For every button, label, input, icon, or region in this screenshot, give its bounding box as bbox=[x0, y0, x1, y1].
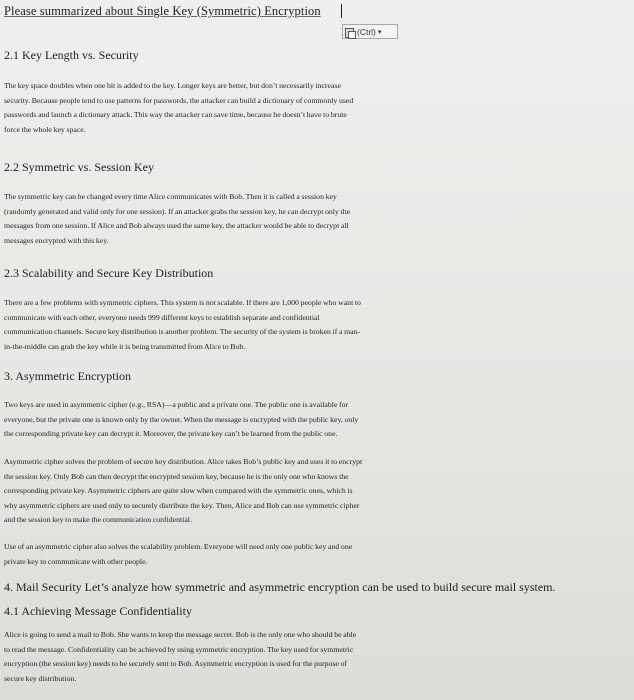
text-line: Asymmetric cipher solves the problem of secure key distribution. Alice takes Bob’s public key and uses it to encrypt bbox=[4, 457, 363, 466]
text-line: secure key distribution. bbox=[4, 673, 77, 683]
document-title[interactable]: Please summarized about Single Key (Symmetric) Encryption bbox=[4, 4, 321, 18]
text-line: encryption (the session key) needs to be securely sent to Bob. Asymmetric encryption is used for the purpose of bbox=[4, 659, 347, 669]
section-heading: 4. Mail Security Let’s analyze how symmetric and asymmetric encryption can be used to build secure mail system. bbox=[4, 580, 556, 594]
text-cursor bbox=[341, 4, 342, 18]
text-line: The symmetric key can be changed every time Alice communicates with Bob. Then it is called a session key bbox=[4, 192, 337, 201]
text-line: messages from one session. If Alice and Bob always used the same key, the attacker would be able to decrypt all bbox=[4, 221, 349, 231]
paragraph bbox=[4, 79, 632, 137]
text-line: communicate with each other, everyone needs 999 different keys to establish separate and confidential bbox=[4, 312, 320, 322]
text-line: The key space doubles when one bit is added to the key. Longer keys are better, but don’t necessarily increase bbox=[4, 81, 341, 90]
text-line: in-the-middle can grab the key while it is being transmitted from Alice to Bob. bbox=[4, 341, 246, 351]
text-line: communication channels. Secure key distribution is another problem. The security of the system is broken if a man- bbox=[4, 327, 361, 337]
text-line: (randomly generated and valid only for one session). If an attacker grabs the session key, he can decrypt only the bbox=[4, 206, 351, 216]
section-heading: 3. Asymmetric Encryption bbox=[4, 369, 131, 383]
paragraph bbox=[4, 398, 632, 442]
chevron-down-icon: ▾ bbox=[377, 28, 382, 36]
section-heading: 2.2 Symmetric vs. Session Key bbox=[4, 160, 154, 174]
paste-options-label: (Ctrl) bbox=[357, 26, 376, 37]
text-line: Alice is going to send a mail to Bob. She wants to keep the message secret. Bob is the only one who should be able bbox=[4, 630, 357, 639]
text-line: the session key. Only Bob can then decrypt the encrypted session key, because he is the only one who knows the bbox=[4, 471, 349, 481]
paragraph bbox=[4, 628, 632, 686]
text-line: and the session key to make the communication confidential. bbox=[4, 515, 192, 525]
text-line: Two keys are used in asymmetric cipher (e.g., RSA)—a public and a private one. The public one is available for bbox=[4, 400, 349, 409]
paragraph bbox=[4, 455, 632, 528]
paragraph bbox=[4, 190, 632, 248]
section-heading: 2.1 Key Length vs. Security bbox=[4, 48, 139, 62]
text-line: messages encrypted with this key. bbox=[4, 235, 109, 245]
text-line: Use of an asymmetric cipher also solves the scalability problem. Everyone will need only one public key and one bbox=[4, 542, 353, 551]
text-line: to read the message. Confidentiality can be achieved by using symmetric encryption. The key used for symmetric bbox=[4, 644, 354, 654]
text-line: There are a few problems with symmetric ciphers. This system is not scalable. If there are 1,000 people who want to bbox=[4, 298, 361, 307]
text-line: the corresponding private key can decrypt it. Moreover, the private key can’t be learned from the public one. bbox=[4, 429, 338, 439]
paragraph bbox=[4, 540, 632, 569]
text-line: everyone, but the private one is known only by the owner. When the message is encrypted with the public key, only bbox=[4, 414, 359, 424]
section-heading: 2.3 Scalability and Secure Key Distribution bbox=[4, 266, 214, 280]
text-line: passwords and launch a dictionary attack. This way the attacker can save time, because he doesn’t have to brute bbox=[4, 110, 347, 120]
text-line: why asymmetric ciphers are used only to securely distribute the key. Then, Alice and Bob can use symmetric cipher bbox=[4, 500, 360, 510]
paragraph bbox=[4, 296, 632, 354]
text-line: corresponding private key. Asymmetric ciphers are quite slow when compared with the symmetric ones, which is bbox=[4, 486, 353, 496]
text-line: force the whole key space. bbox=[4, 124, 86, 134]
paste-options-button[interactable] bbox=[342, 24, 398, 39]
text-line: private key to communicate with other people. bbox=[4, 556, 148, 566]
clipboard-icon bbox=[345, 27, 355, 37]
section-heading: 4.1 Achieving Message Confidentiality bbox=[4, 604, 192, 618]
text-line: security. Because people tend to use patterns for passwords, the attacker can build a dictionary of commonly used bbox=[4, 95, 354, 105]
